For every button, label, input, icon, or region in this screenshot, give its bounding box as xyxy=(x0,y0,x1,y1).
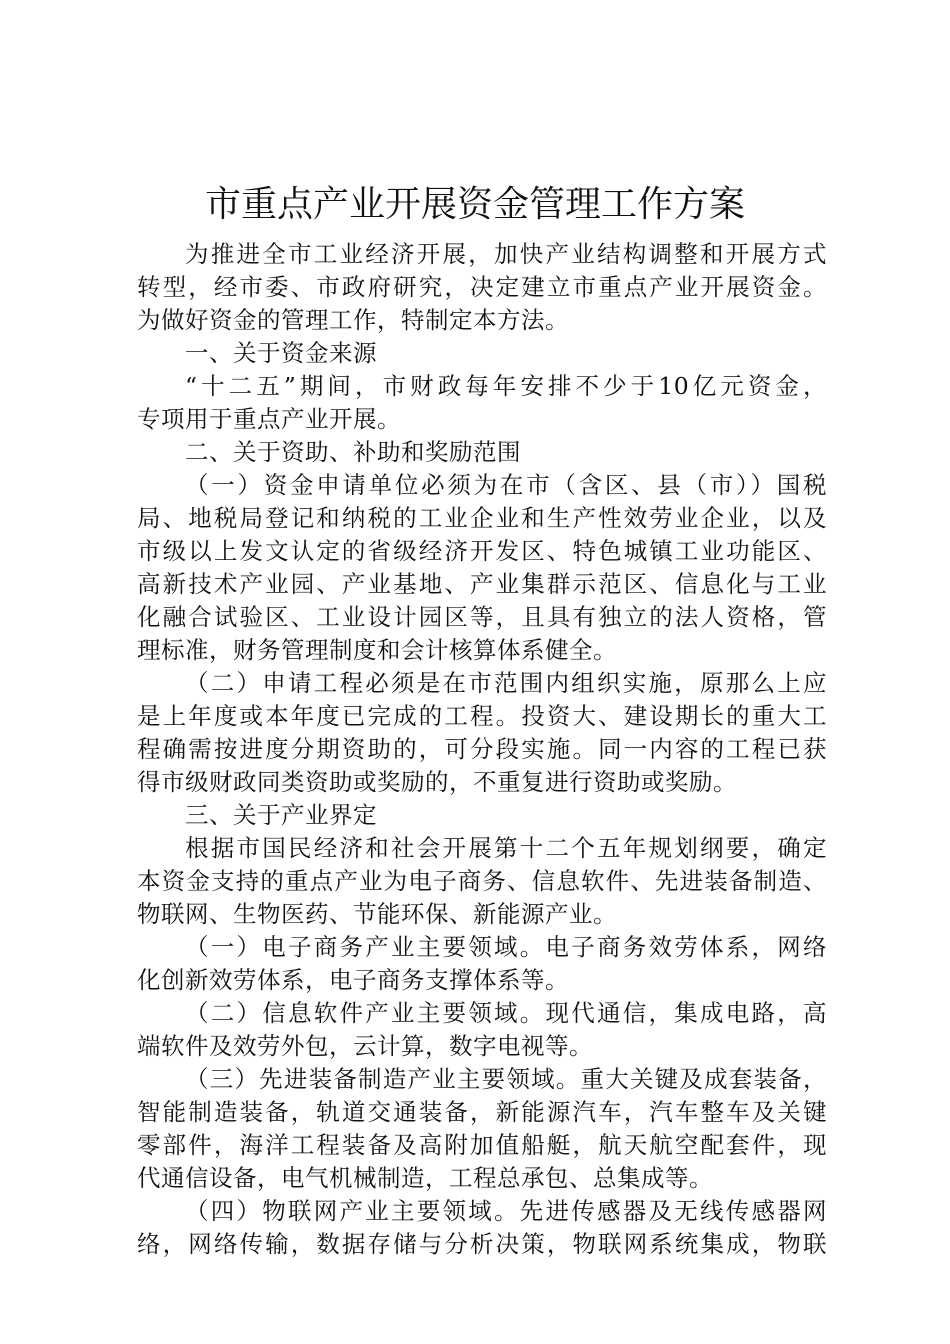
text-line: （四）物联网产业主要领域。先进传感器及无线传感器网 xyxy=(185,1197,827,1225)
text-line: 化融合试验区、工业设计园区等，且具有独立的法人资格，管 xyxy=(137,603,827,631)
text-line: 局、地税局登记和纳税的工业企业和生产性效劳业企业，以及 xyxy=(137,504,827,532)
document-body xyxy=(137,238,827,1261)
text-line: 市级以上发文认定的省级经济开发区、特色城镇工业功能区、 xyxy=(137,537,827,565)
text-line: 端软件及效劳外包，云计算，数字电视等。 xyxy=(137,1032,593,1060)
text-line: “十二五”期间，市财政每年安排不少于10亿元资金， xyxy=(185,372,827,400)
text-line: 为做好资金的管理工作，特制定本方法。 xyxy=(137,306,569,334)
text-line: 专项用于重点产业开展。 xyxy=(137,405,401,433)
text-line: 三、关于产业界定 xyxy=(185,801,377,829)
text-line: 得市级财政同类资助或奖励的，不重复进行资助或奖励。 xyxy=(137,768,737,796)
text-line: （一）电子商务产业主要领域。电子商务效劳体系，网络 xyxy=(185,933,827,961)
text-line: 转型，经市委、市政府研究，决定建立市重点产业开展资金。 xyxy=(137,273,827,301)
text-line: （三）先进装备制造产业主要领域。重大关键及成套装备， xyxy=(185,1065,827,1093)
text-line: 零部件，海洋工程装备及高附加值船艇，航天航空配套件，现 xyxy=(137,1131,827,1159)
text-line: 高新技术产业园、产业基地、产业集群示范区、信息化与工业 xyxy=(137,570,827,598)
text-line: 理标准，财务管理制度和会计核算体系健全。 xyxy=(137,636,617,664)
text-line: 一、关于资金来源 xyxy=(185,339,377,367)
text-line: 是上年度或本年度已完成的工程。投资大、建设期长的重大工 xyxy=(137,702,827,730)
text-line: 程确需按进度分期资助的，可分段实施。同一内容的工程已获 xyxy=(137,735,827,763)
text-line: 化创新效劳体系，电子商务支撑体系等。 xyxy=(137,966,569,994)
text-line: （二）信息软件产业主要领域。现代通信，集成电路，高 xyxy=(185,999,827,1027)
text-line: 为推进全市工业经济开展，加快产业结构调整和开展方式 xyxy=(185,240,827,268)
text-line: 络，网络传输，数据存储与分析决策，物联网系统集成，物联 xyxy=(137,1230,827,1258)
text-line: 二、关于资助、补助和奖励范围 xyxy=(185,438,521,466)
text-line: （一）资金申请单位必须为在市（含区、县（市））国税 xyxy=(185,471,827,499)
text-line: （二）申请工程必须是在市范围内组织实施，原那么上应 xyxy=(185,669,827,697)
document-title: 市重点产业开展资金管理工作方案 xyxy=(204,184,745,225)
text-line: 根据市国民经济和社会开展第十二个五年规划纲要，确定 xyxy=(185,834,827,862)
text-line: 物联网、生物医药、节能环保、新能源产业。 xyxy=(137,900,617,928)
text-line: 智能制造装备，轨道交通装备，新能源汽车，汽车整车及关键 xyxy=(137,1098,827,1126)
text-line: 代通信设备，电气机械制造，工程总承包、总集成等。 xyxy=(137,1164,713,1192)
text-line: 本资金支持的重点产业为电子商务、信息软件、先进装备制造、 xyxy=(137,867,827,895)
